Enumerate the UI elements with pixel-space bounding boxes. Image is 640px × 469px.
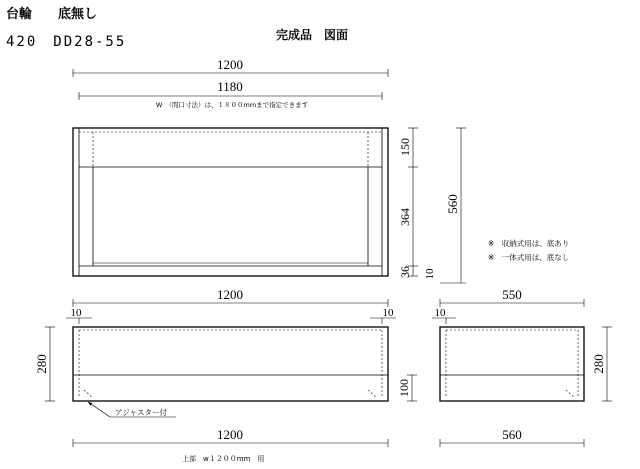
dim-plinth-left-offset: 10 — [70, 307, 82, 319]
dim-height-middle: 364 — [398, 208, 412, 226]
dim-side-depth: 550 — [502, 287, 522, 302]
dim-height-total: 560 — [445, 194, 460, 214]
note-storage-type: ※ 収納式用は、底あり — [488, 239, 570, 248]
dim-plinth-width: 1200 — [217, 287, 243, 302]
side-plinth-body — [440, 327, 584, 401]
model-title: 台輪 底無し — [6, 7, 98, 22]
dim-side-offset: 10 — [424, 268, 436, 280]
drawing-title: 完成品 図面 — [276, 28, 349, 42]
adjuster-hidden-right — [566, 390, 575, 398]
dim-plinth-right-offset: 10 — [382, 307, 394, 319]
plinth-side-view — [432, 299, 612, 447]
dim-plinth-bottom-width: 1200 — [217, 427, 243, 442]
plinth-front-view — [45, 299, 417, 447]
dim-inner-width: 1180 — [217, 79, 243, 94]
dim-side-bottom-depth: 560 — [502, 427, 522, 442]
dim-side-height: 280 — [591, 354, 606, 374]
model-code: 420 DD28-55 — [6, 34, 127, 50]
adjuster-hidden-right — [368, 390, 377, 398]
adjuster-label: アジャスター付 — [115, 408, 168, 417]
note-integrated-type: ※ 一体式用は、底なし — [488, 253, 570, 262]
plinth-body — [73, 327, 388, 401]
dim-side-left-offset: 10 — [434, 307, 446, 319]
width-note: W （間口寸法）は、１８００mmまで指定できます — [155, 101, 309, 109]
dim-plinth-height: 280 — [34, 354, 49, 374]
plinth-caption: 上部 w１２００mm 用 — [182, 455, 265, 463]
cabinet-outline — [73, 128, 388, 276]
dim-plinth-base-height: 100 — [397, 379, 411, 397]
dim-height-upper: 150 — [398, 138, 412, 156]
dim-overall-width: 1200 — [217, 57, 243, 72]
adjuster-hidden-left — [84, 390, 93, 398]
adjuster-leader — [88, 402, 110, 417]
dim-height-bottom: 36 — [398, 266, 412, 278]
